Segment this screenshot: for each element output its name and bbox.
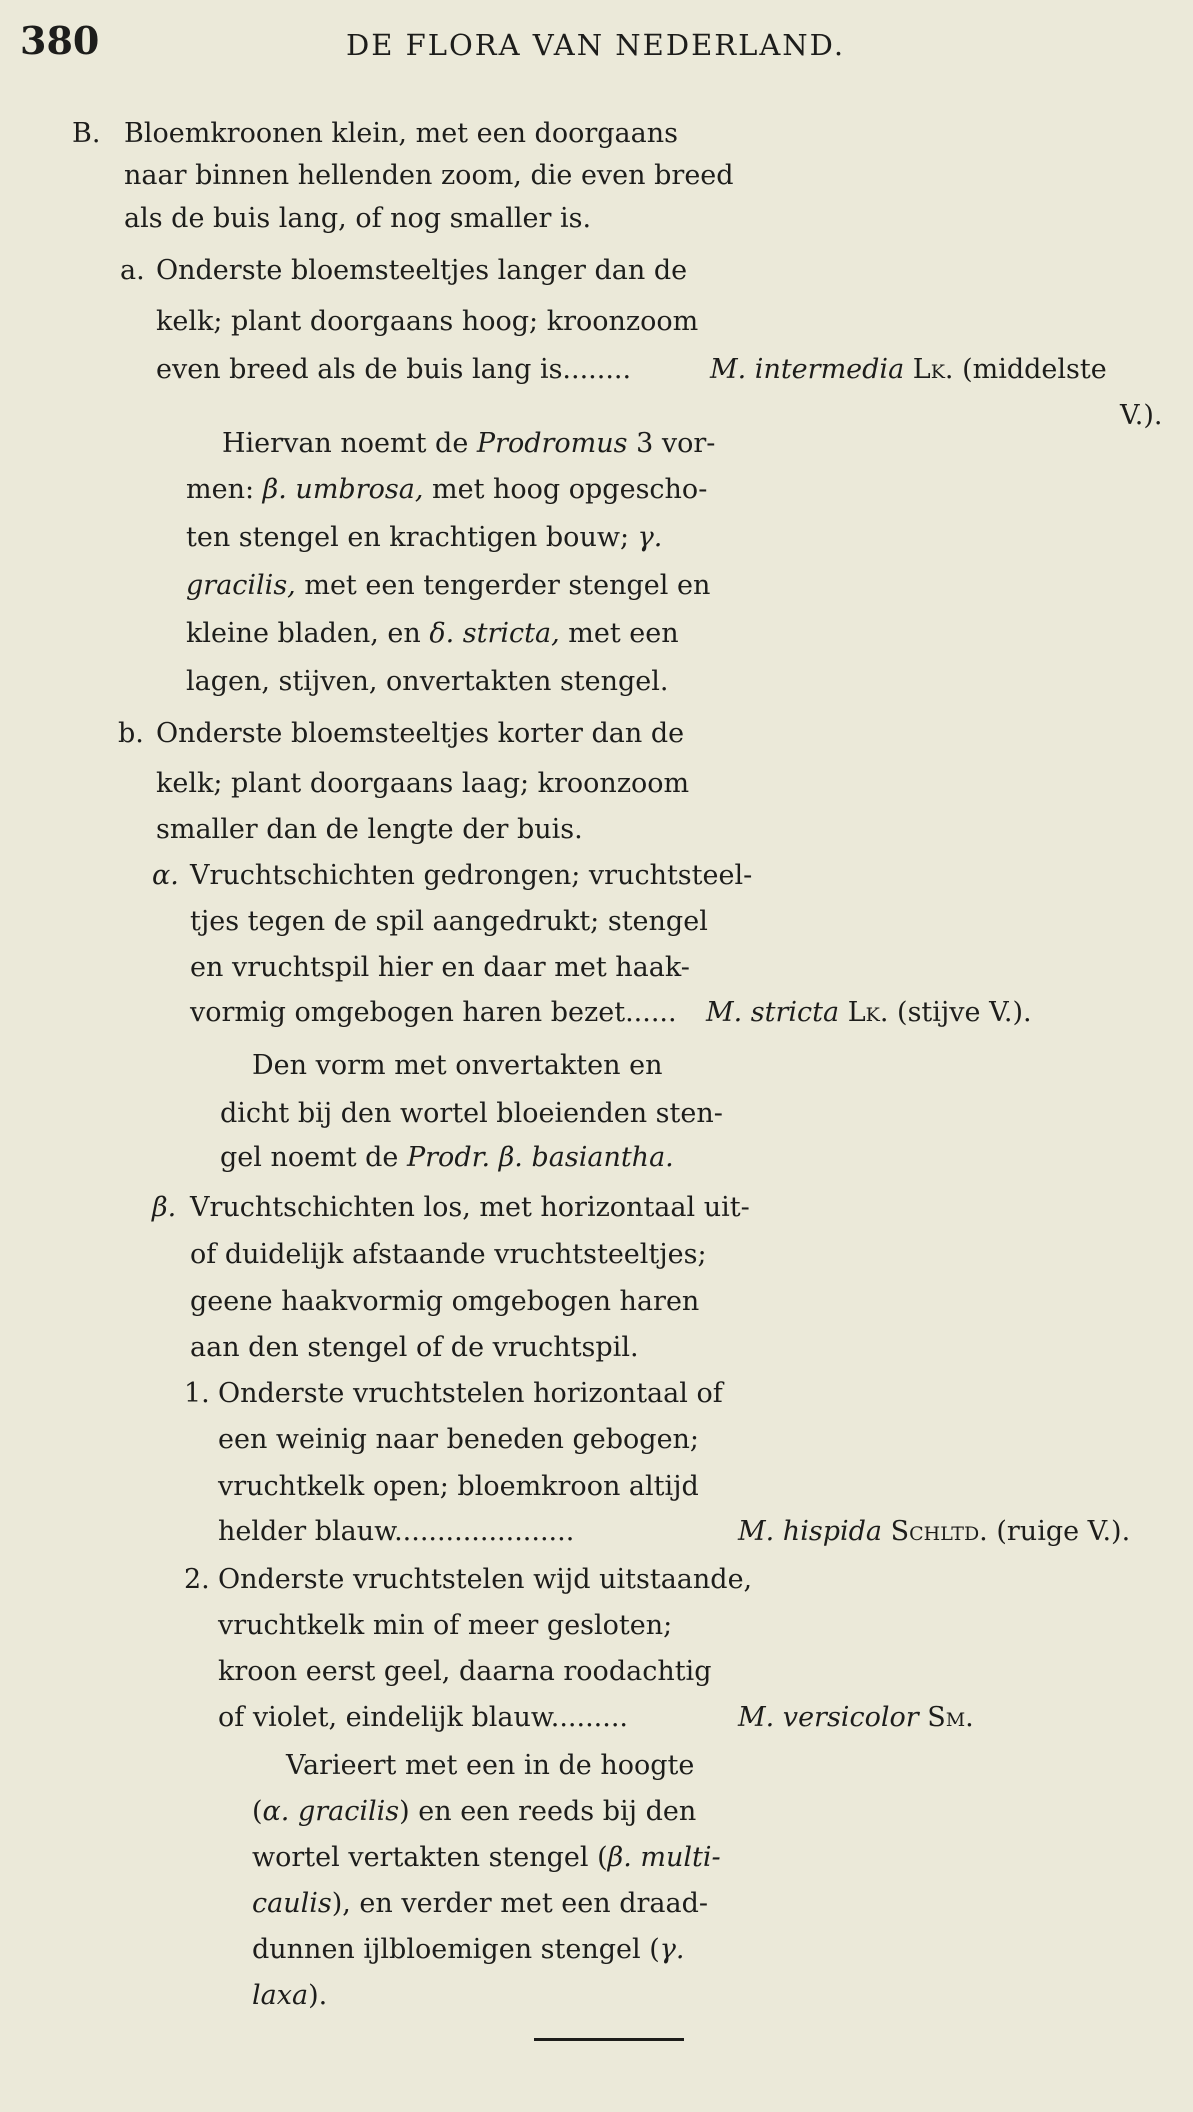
species-entry [738,1702,974,1734]
vernacular-name: (ruige V.). [996,1516,1131,1547]
note-line: wortel vertakten stengel (β. multi- [252,1842,721,1873]
text-line: Onderste bloemsteeltjes langer dan de [156,255,688,286]
vernacular-name: (stijve V.). [897,997,1032,1028]
text-line: vormig omgebogen haren bezet...... [190,997,677,1028]
note-line: men: β. umbrosa, met hoog opgescho- [186,474,708,505]
text-line: smaller dan de lengte der buis. [156,814,583,845]
text-line: kroon eerst geel, daarna roodachtig [218,1656,712,1687]
note-line: Varieert met een in de hoogte [286,1750,695,1781]
note-line: Hiervan noemt de Prodromus 3 vor- [222,428,716,459]
key-marker-alpha: α. [152,860,179,891]
note-line: gracilis, met een tengerder stengel en [186,570,711,601]
note-line: gel noemt de Prodr. β. basiantha. [220,1142,674,1173]
vernacular-name-continued: V.). [1120,400,1163,431]
text-line: kelk; plant doorgaans laag; kroonzoom [156,768,690,799]
note-line: laxa). [252,1980,328,2011]
text-line: naar binnen hellenden zoom, die even breed [124,160,734,191]
species-name: M. stricta [706,997,840,1028]
text-line: Onderste bloemsteeltjes korter dan de [156,718,685,749]
species-name: M. versicolor [738,1702,919,1733]
text-line: vruchtkelk open; bloemkroon altijd [218,1471,699,1502]
key-marker-1: 1. [184,1378,210,1409]
note-line: ten stengel en krachtigen bouw; γ. [186,522,663,553]
key-marker-2: 2. [184,1564,210,1595]
species-entry [706,997,1032,1029]
text-line: Vruchtschichten los, met horizontaal uit- [190,1192,750,1223]
species-entry [738,1516,1130,1548]
text-line: aan den stengel of de vruchtspil. [190,1332,639,1363]
text-line: Onderste vruchtstelen horizontaal of [218,1378,723,1409]
text-line: een weinig naar beneden gebogen; [218,1424,700,1455]
key-marker-a: a. [120,255,145,286]
page-number: 380 [20,18,100,63]
text-line: helder blauw..................... [218,1516,575,1547]
text-line: Bloemkroonen klein, met een doorgaans [124,118,678,149]
text-line: even breed als de buis lang is........ [156,354,632,385]
species-author: Schltd. [890,1516,988,1547]
species-author: Lk. [847,997,889,1028]
text-line: en vruchtspil hier en daar met haak- [190,952,690,983]
note-line: dicht bij den wortel bloeienden sten- [220,1098,723,1129]
text-line: Onderste vruchtstelen wijd uitstaande, [218,1564,753,1595]
text-line: tjes tegen de spil aangedrukt; stengel [190,906,708,937]
species-author: Lk. [912,354,954,385]
note-line: kleine bladen, en δ. stricta, met een [186,618,679,649]
text-line: vruchtkelk min of meer gesloten; [218,1610,673,1641]
note-line: Den vorm met onvertakten en [252,1050,663,1081]
vernacular-name: (middelste [962,354,1107,385]
text-line: kelk; plant doorgaans hoog; kroonzoom [156,306,699,337]
text-line: Vruchtschichten gedrongen; vruchtsteel- [190,860,753,891]
running-title: DE FLORA VAN NEDERLAND. [346,28,846,62]
key-marker-B: B. [72,118,101,149]
note-line: caulis), en verder met een draad- [252,1888,709,1919]
note-line: lagen, stijven, onvertakten stengel. [186,666,669,697]
text-line: of violet, eindelijk blauw......... [218,1702,629,1733]
species-author: Sm. [927,1702,974,1733]
note-line: (α. gracilis) en een reeds bij den [252,1796,697,1827]
text-line: als de buis lang, of nog smaller is. [124,203,592,234]
key-marker-beta: β. [152,1192,177,1223]
species-name: M. hispida [738,1516,882,1547]
key-marker-b: b. [118,718,144,749]
note-line: dunnen ijlbloemigen stengel (γ. [252,1934,685,1965]
text-line: geene haakvormig omgebogen haren [190,1286,700,1317]
species-name: M. intermedia [710,354,905,385]
closing-rule [534,2038,684,2041]
species-entry [710,354,1107,386]
text-line: of duidelijk afstaande vruchtsteeltjes; [190,1239,707,1270]
